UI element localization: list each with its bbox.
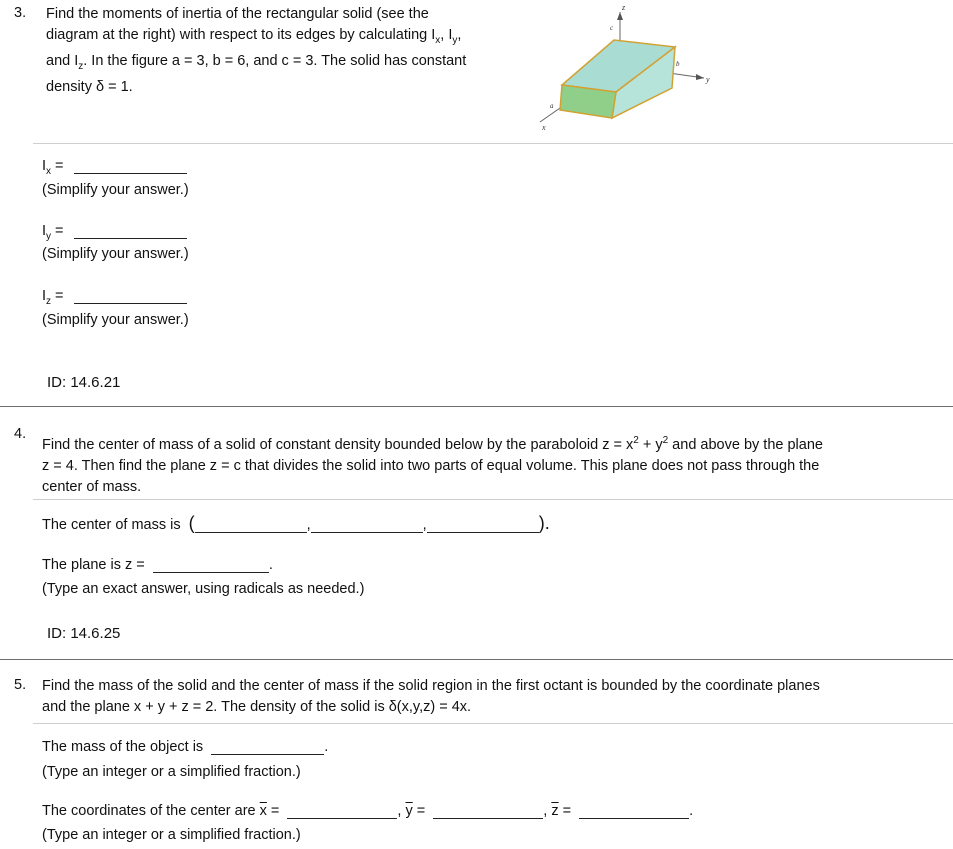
center-of-mass-row: The center of mass is ( , , ). xyxy=(42,513,550,533)
edge-a-label: a xyxy=(550,102,554,110)
iy-hint: (Simplify your answer.) xyxy=(42,246,189,262)
plane-hint: (Type an exact answer, using radicals as needed.) xyxy=(42,581,365,597)
iz-input[interactable] xyxy=(74,287,187,304)
mass-input[interactable] xyxy=(211,738,324,755)
axis-y-label: y xyxy=(706,75,710,84)
mass-row: The mass of the object is . xyxy=(42,739,329,755)
center-y-input[interactable] xyxy=(311,516,423,533)
question-5-number: 5. xyxy=(14,677,27,693)
question-3-text: Find the moments of inertia of the rectangular solid (see the diagram at the right) with respect to its edges by calculating $I_x$, $I_y$, and $I_z$. In the figure a = 3, b = 6, and c = 3. The solid has constant density δ = 1. xyxy=(46,6,467,95)
divider xyxy=(33,723,953,724)
question-3-id: ID: 14.6.21 xyxy=(47,374,121,391)
xbar-input[interactable] xyxy=(287,802,397,819)
iz-hint: (Simplify your answer.) xyxy=(42,312,189,328)
iy-input[interactable] xyxy=(74,222,187,239)
divider xyxy=(33,499,953,500)
question-separator xyxy=(0,406,953,407)
iy-answer-row: $I_y$ = xyxy=(42,222,187,242)
zbar-input[interactable] xyxy=(579,802,689,819)
question-separator xyxy=(0,659,953,660)
plane-c-input[interactable] xyxy=(153,556,269,573)
rectangular-solid-diagram xyxy=(530,0,720,135)
edge-c-label: c xyxy=(610,24,614,32)
axis-z-label: z xyxy=(622,3,626,12)
axis-x-label: x xyxy=(542,123,546,132)
center-z-input[interactable] xyxy=(427,516,539,533)
center-coordinates-row: The coordinates of the center are $\overline{x}$ = , $\overline{y}$ = , $\overline{z}$ = . xyxy=(42,803,694,819)
question-4-id: ID: 14.6.25 xyxy=(47,625,121,642)
question-4-number: 4. xyxy=(14,426,27,442)
question-3-number: 3. xyxy=(14,5,27,21)
center-x-input[interactable] xyxy=(195,516,307,533)
question-4-text: Find the center of mass of a solid of constant density bounded below by the paraboloid $z = x^2 + y^2$ and above by the plane z = 4. Then find the plane z = c that divides the solid into two parts of equal volume. This plane does not pass through the center of mass. xyxy=(42,435,823,495)
ybar-input[interactable] xyxy=(433,802,543,819)
plane-row: The plane is z = . xyxy=(42,557,273,573)
coords-hint: (Type an integer or a simplified fraction.) xyxy=(42,827,301,843)
divider xyxy=(33,143,953,144)
ix-hint: (Simplify your answer.) xyxy=(42,182,189,198)
edge-b-label: b xyxy=(676,60,680,68)
ix-input[interactable] xyxy=(74,157,187,174)
question-5-text: Find the mass of the solid and the center of mass if the solid region in the first octant is bounded by the coordinate planes and the plane x + y + z = 2. The density of the solid is δ(x,y,z) = 4x. xyxy=(42,678,820,715)
ix-answer-row: $I_x$ = xyxy=(42,157,187,177)
iz-answer-row: $I_z$ = xyxy=(42,287,187,307)
mass-hint: (Type an integer or a simplified fraction.) xyxy=(42,764,301,780)
